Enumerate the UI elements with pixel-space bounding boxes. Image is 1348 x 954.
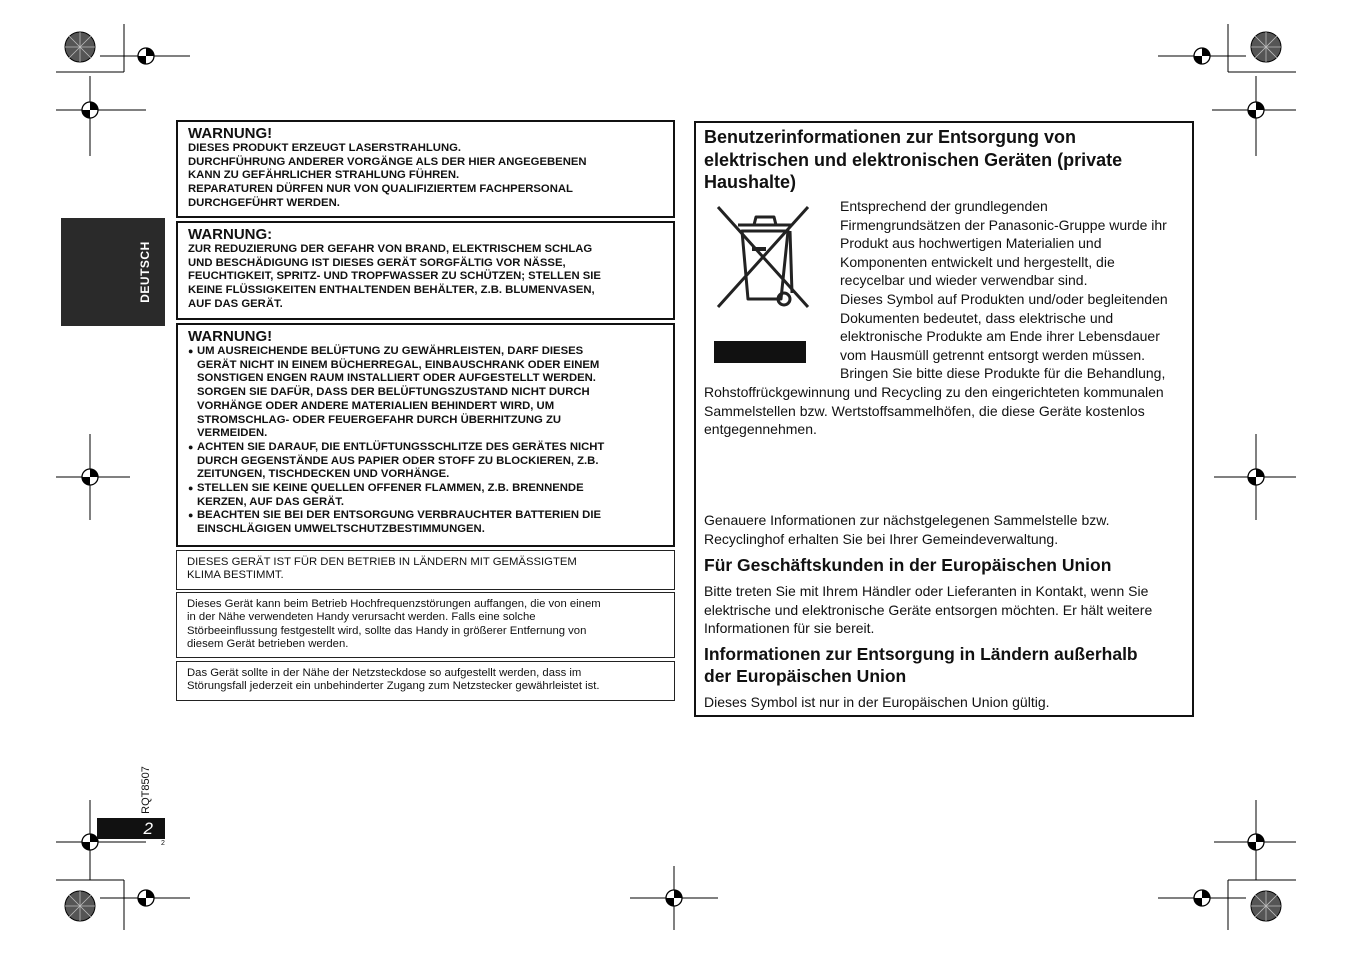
mobile-phone-notice-box xyxy=(176,592,675,658)
outside-eu-text: Dieses Symbol ist nur in der Europäischen Union gültig. xyxy=(704,694,1050,710)
warning-line: KANN ZU GEFÄHRLICHER STRAHLUNG FÜHREN. xyxy=(188,169,460,182)
disposal-body-line: entgegennehmen. xyxy=(704,421,817,438)
business-info-line: elektrische und elektronische Geräte entsorgen möchten. Er hält weitere xyxy=(704,601,1153,618)
climate-notice-box xyxy=(176,550,675,590)
disposal-body-line: Komponenten entwickelt und hergestellt, die xyxy=(840,253,1115,270)
disposal-body-line: Dieses Symbol auf Produkten und/oder begleitenden xyxy=(840,290,1168,307)
disposal-body-line: Bringen Sie bitte diese Produkte für die Behandlung, xyxy=(840,365,1166,382)
warning-title: WARNUNG: xyxy=(188,226,273,243)
warning-bullet: ● BEACHTEN SIE BEI DER ENTSORGUNG VERBRAUCHTER BATTERIEN DIE EINSCHLÄGIGEN UMWELTSCHUTZBESTIMMUNGEN. xyxy=(188,509,663,536)
warning-line: AUF DAS GERÄT. xyxy=(188,297,283,310)
language-tab-label: DEUTSCH xyxy=(138,241,152,303)
warning-bullet: ● STELLEN SIE KEINE QUELLEN OFFENER FLAMMEN, Z.B. BRENNENDE KERZEN, AUF DAS GERÄT. xyxy=(188,482,663,509)
warning-title: WARNUNG! xyxy=(188,125,273,142)
warning-bullet: ● ACHTEN SIE DARAUF, DIE ENTLÜFTUNGSSCHLITZE DES GERÄTES NICHT DURCH GEGENSTÄNDE AUS PAPIER ODER STOFF ZU BLOCKIEREN, Z.B. ZEITUNGEN, TISCHDECKEN UND VORHÄNGE. xyxy=(188,441,663,482)
page-number: 2 xyxy=(143,819,153,838)
disposal-body-line: recycelbar und wieder verwendbar sind. xyxy=(840,272,1088,289)
notice-line: KLIMA BESTIMMT. xyxy=(187,569,284,582)
warning-bullet-list xyxy=(188,345,663,537)
warning-line: FEUCHTIGKEIT, SPRITZ- UND TROPFWASSER ZU SCHÜTZEN; STELLEN SIE xyxy=(188,270,601,283)
disposal-body-line: elektronische Produkte am Ende ihrer Lebensdauer xyxy=(840,328,1160,345)
laser-warning-box xyxy=(176,120,675,218)
disposal-info-box xyxy=(694,121,1194,717)
notice-line: Das Gerät sollte in der Nähe der Netzsteckdose so aufgestellt werden, dass im xyxy=(187,667,582,679)
collection-info-line: Genauere Informationen zur nächstgelegenen Sammelstelle bzw. xyxy=(704,512,1110,528)
ventilation-warning-box xyxy=(176,323,675,547)
disposal-body-line: vom Hausmüll getrennt entsorgt werden müssen. xyxy=(840,346,1146,363)
notice-line: in der Nähe verwendeten Handy verursacht werden. Falls eine solche xyxy=(187,611,536,624)
warning-bullet: ● UM AUSREICHENDE BELÜFTUNG ZU GEWÄHRLEISTEN, DARF DIESES GERÄT NICHT IN EINEM BÜCHERREGAL, EINBAUSCHRANK ODER EINEM SONSTIGEN ENGEN RAUM INSTALLIERT ODER AUFGESTELLT WERDEN. SORGEN SIE DAFÜR, DASS DER BELÜFTUNGSZUSTAND NICHT DURCH VORHÄNGE ODER ANDERE MATERIALIEN BEHINDERT WIRD, UM STROMSCHLAG- ODER FEUERGEFAHR DURCH ÜBERHITZUNG ZU VERMEIDEN. xyxy=(188,345,663,441)
disposal-body-line: Firmengrundsätzen der Panasonic-Gruppe wurde ihr xyxy=(840,216,1167,233)
business-customers-heading: Für Geschäftskunden in der Europäischen Union xyxy=(704,555,1112,575)
power-outlet-notice-box xyxy=(176,661,675,701)
notice-line: Dieses Gerät kann beim Betrieb Hochfrequenzstörungen auffangen, die von einem xyxy=(187,598,601,610)
warning-line: DURCHFÜHRUNG ANDERER VORGÄNGE ALS DER HIER ANGEGEBENEN xyxy=(188,155,587,168)
doc-code-text: RQT8507 xyxy=(140,766,152,814)
disposal-body-line: Produkt aus hochwertigen Materialien und xyxy=(840,235,1102,252)
warning-line: ZUR REDUZIERUNG DER GEFAHR VON BRAND, ELEKTRISCHEM SCHLAG xyxy=(188,243,593,255)
business-info-line: Bitte treten Sie mit Ihrem Händler oder Lieferanten in Kontakt, wenn Sie xyxy=(704,583,1149,599)
disposal-title-line: elektrischen und elektronischen Geräten (private xyxy=(704,149,1123,170)
collection-info-line: Recyclinghof erhalten Sie bei Ihrer Gemeindeverwaltung. xyxy=(704,530,1059,547)
notice-line: diesem Gerät betrieben werden. xyxy=(187,638,349,651)
business-info-line: Informationen für sie bereit. xyxy=(704,620,875,637)
outside-eu-heading-line: der Europäischen Union xyxy=(704,666,907,686)
disposal-body-line: Dokumenten bedeutet, dass elektrische und xyxy=(840,309,1114,326)
disposal-title-line: Haushalte) xyxy=(704,172,797,192)
disposal-body-line: Rohstoffrückgewinnung und Recycling zu den eingerichteten kommunalen xyxy=(704,384,1164,400)
small-page-number xyxy=(161,840,165,847)
warning-line: DURCHGEFÜHRT WERDEN. xyxy=(188,196,340,209)
outside-eu-heading-line: Informationen zur Entsorgung in Ländern außerhalb xyxy=(704,644,1138,664)
warning-title: WARNUNG! xyxy=(188,328,273,345)
crossed-out-wheelie-bin-icon xyxy=(710,201,816,365)
warning-line: UND BESCHÄDIGUNG IST DIESES GERÄT SORGFÄLTIG VOR NÄSSE, xyxy=(188,256,566,269)
warning-line: REPARATUREN DÜRFEN NUR VON QUALIFIZIERTEM FACHPERSONAL xyxy=(188,183,573,196)
warning-line: DIESES PRODUKT ERZEUGT LASERSTRAHLUNG. xyxy=(188,142,462,154)
doc-code xyxy=(140,766,152,814)
moisture-warning-box xyxy=(176,221,675,320)
disposal-title-line: Benutzerinformationen zur Entsorgung von xyxy=(704,127,1076,147)
warning-line: KEINE FLÜSSIGKEITEN ENTHALTENDEN BEHÄLTER, Z.B. BLUMENVASEN, xyxy=(188,284,595,297)
notice-line: Störbeeinflussung festgestellt wird, sollte das Handy in größerer Entfernung von xyxy=(187,624,587,637)
small-page-number-text: 2 xyxy=(161,840,165,847)
language-side-tab xyxy=(61,218,165,326)
notice-line: Störungsfall jederzeit ein unbehinderter Zugang zum Netzstecker gewährleistet ist. xyxy=(187,680,600,693)
page-number-tab xyxy=(97,818,165,839)
disposal-body-line: Entsprechend der grundlegenden xyxy=(840,198,1048,214)
disposal-body-line: Sammelstellen bzw. Wertstoffsammelhöfen, die diese Geräte kostenlos xyxy=(704,402,1145,419)
notice-line: DIESES GERÄT IST FÜR DEN BETRIEB IN LÄNDERN MIT GEMÄSSIGTEM xyxy=(187,556,577,568)
